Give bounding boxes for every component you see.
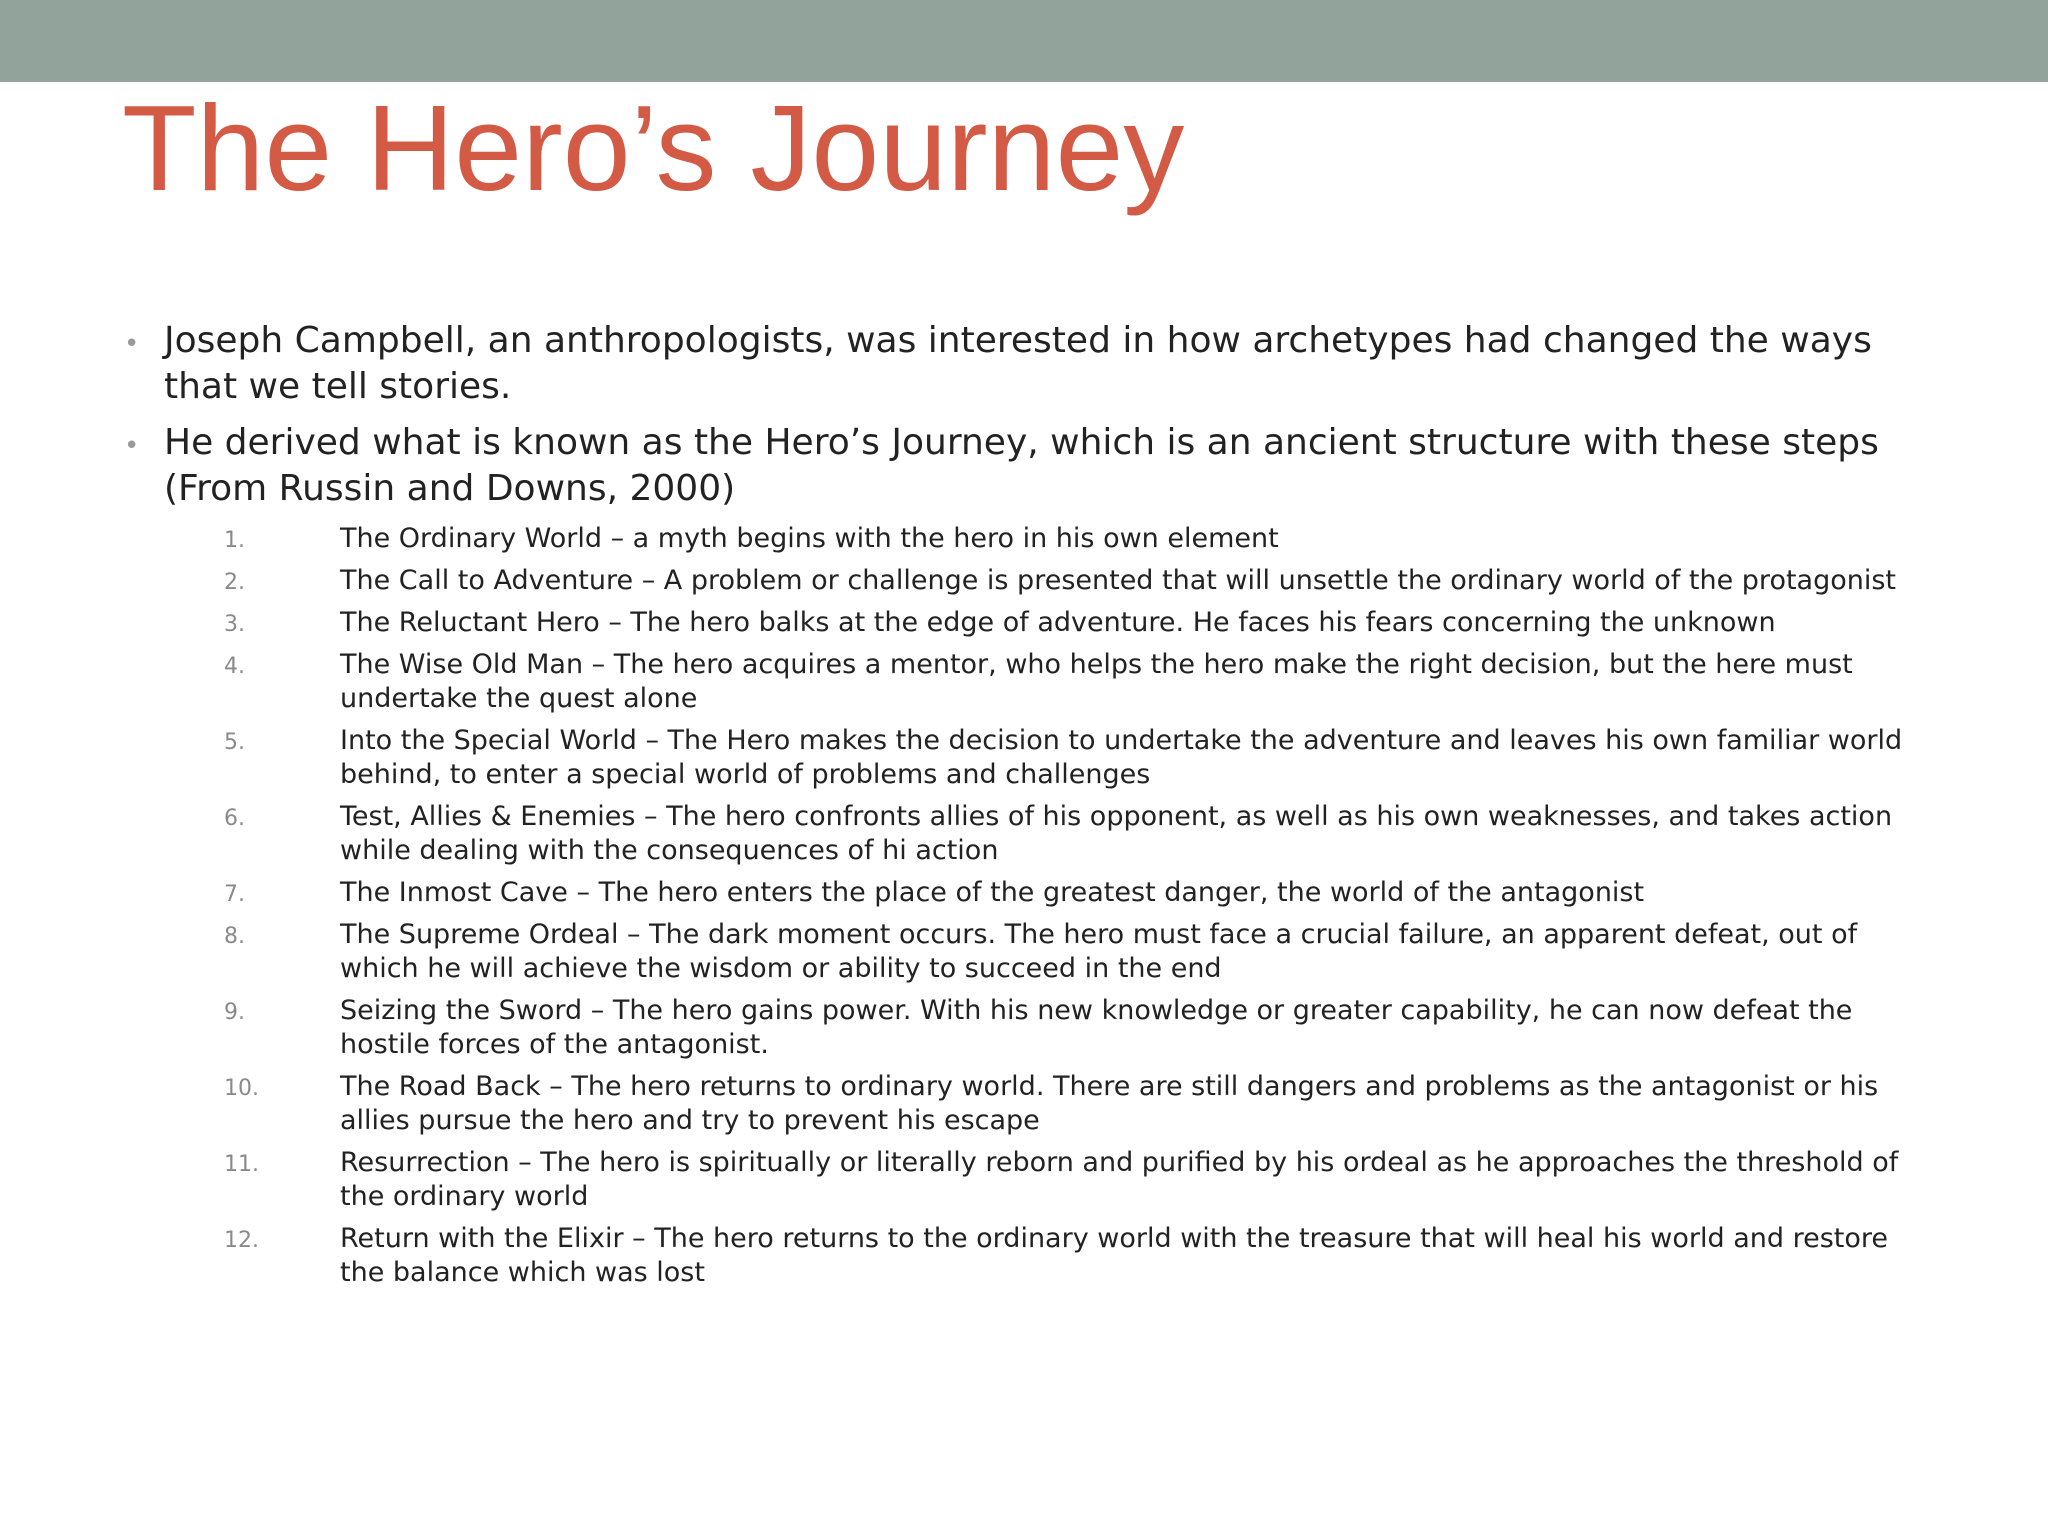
step-text: The Road Back – The hero returns to ordinary world. There are still dangers and problems as the antagonist or his allies pursue the hero and try to prevent his escape (340, 1071, 1879, 1136)
slide-title: The Hero’s Journey (122, 80, 1185, 216)
bullet-text: He derived what is known as the Hero’s Journey, which is an ancient structure with these steps (From Russin and Downs, 2000) (164, 422, 1879, 509)
journey-step (124, 724, 1924, 792)
step-text: Resurrection – The hero is spiritually or literally reborn and purified by his ordeal as he approaches the threshold of the ordinary world (340, 1147, 1899, 1212)
journey-step (124, 876, 1924, 910)
step-text: The Call to Adventure – A problem or challenge is presented that will unsettle the ordinary world of the protagonist (340, 565, 1897, 596)
journey-step (124, 800, 1924, 868)
step-text: Test, Allies & Enemies – The hero confronts allies of his opponent, as well as his own weaknesses, and takes action while dealing with the consequences of hi action (340, 801, 1893, 866)
step-text: The Ordinary World – a myth begins with the hero in his own element (340, 523, 1279, 554)
step-number: 1. (224, 528, 245, 553)
slide-body (124, 318, 1924, 1298)
step-number: 3. (224, 612, 245, 637)
journey-step (124, 918, 1924, 986)
step-number: 5. (224, 730, 245, 755)
step-text: The Reluctant Hero – The hero balks at the edge of adventure. He faces his fears concerning the unknown (340, 607, 1776, 638)
step-text: The Supreme Ordeal – The dark moment occurs. The hero must face a crucial failure, an apparent defeat, out of which he will achieve the wisdom or ability to succeed in the end (340, 919, 1858, 984)
journey-step (124, 522, 1924, 556)
step-text: The Wise Old Man – The hero acquires a mentor, who helps the hero make the right decision, but the here must undertake the quest alone (340, 649, 1853, 714)
step-text: Seizing the Sword – The hero gains power. With his new knowledge or greater capability, he can now defeat the hostile forces of the antagonist. (340, 995, 1853, 1060)
step-number: 7. (224, 882, 245, 907)
journey-step (124, 994, 1924, 1062)
step-number: 2. (224, 570, 245, 595)
step-number: 4. (224, 654, 245, 679)
step-number: 9. (224, 1000, 245, 1025)
bullet-item (124, 318, 1924, 410)
journey-step (124, 1146, 1924, 1214)
step-number: 10. (224, 1076, 259, 1101)
journey-step (124, 648, 1924, 716)
bullet-dot-icon: • (124, 431, 140, 461)
journey-steps-list (124, 522, 1924, 1290)
journey-step (124, 1222, 1924, 1290)
header-band (0, 0, 2048, 82)
journey-step (124, 606, 1924, 640)
bullet-text: Joseph Campbell, an anthropologists, was interested in how archetypes had changed the ways that we tell stories. (164, 320, 1872, 407)
step-text: Into the Special World – The Hero makes the decision to undertake the adventure and leaves his own familiar world behind, to enter a special world of problems and challenges (340, 725, 1903, 790)
step-text: Return with the Elixir – The hero returns to the ordinary world with the treasure that will heal his world and restore the balance which was lost (340, 1223, 1888, 1288)
step-number: 6. (224, 806, 245, 831)
bullet-item (124, 420, 1924, 512)
journey-step (124, 564, 1924, 598)
step-number: 12. (224, 1228, 259, 1253)
bullet-dot-icon: • (124, 329, 140, 359)
step-text: The Inmost Cave – The hero enters the place of the greatest danger, the world of the antagonist (340, 877, 1645, 908)
step-number: 8. (224, 924, 245, 949)
step-number: 11. (224, 1152, 259, 1177)
journey-step (124, 1070, 1924, 1138)
